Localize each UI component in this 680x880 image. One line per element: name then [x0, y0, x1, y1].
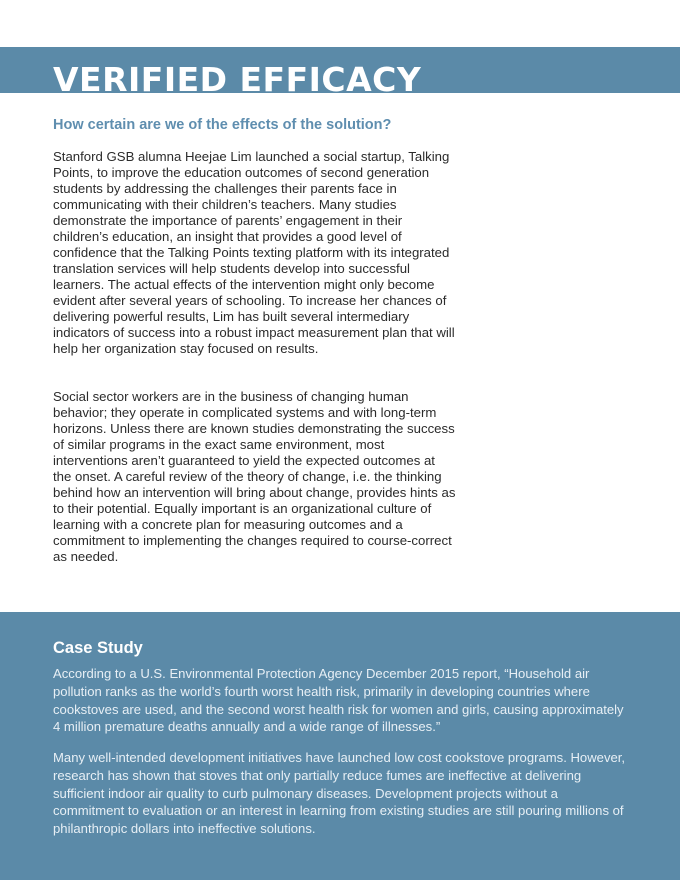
case-study-paragraph-1: According to a U.S. Environmental Protection Agency December 2015 report, “Household air pollution ranks as the world’s fourth worst health risk, primarily in developing countries where cookstoves are used, and the second worst health risk for women and girls, causing approximately 4 million premature deaths annually and a wide range of illnesses.” — [53, 666, 624, 735]
header-band — [0, 47, 680, 93]
page-title: VERIFIED EFFICACY — [53, 60, 422, 93]
case-study-panel — [0, 612, 680, 880]
body-paragraph-2: Social sector workers are in the business of changing human behavior; they operate in complicated systems and with long-term horizons. Unless there are known studies demonstrating the success of similar programs in the exact same environment, most interventions aren’t guaranteed to yield the expected outcomes at the onset. A careful review of the theory of change, i.e. the thinking behind how an intervention will bring about change, provides hints as to their potential. Equally important is an organizational culture of learning with a concrete plan for measuring outcomes and a commitment to implementing the changes required to course-correct as needed. — [53, 389, 456, 564]
case-study-paragraph-2: Many well-intended development initiatives have launched low cost cookstove programs. However, research has shown that stoves that only partially reduce fumes are ineffective at delivering sufficient indoor air quality to curb pulmonary diseases. Development projects without a commitment to evaluation or an interest in learning from existing studies are still pouring millions of philanthropic dollars into ineffective solutions. — [53, 750, 626, 837]
section-question: How certain are we of the effects of the solution? — [53, 117, 392, 133]
case-study-title: Case Study — [53, 639, 143, 657]
body-paragraph-1: Stanford GSB alumna Heejae Lim launched a social startup, Talking Points, to improve the education outcomes of second generation students by addressing the challenges their parents face in communicating with their children’s teachers. Many studies demonstrate the importance of parents’ engagement in their children’s education, an insight that provides a good level of confidence that the Talking Points texting platform with its integrated translation services will help students develop into successful learners. The actual effects of the intervention might only become evident after several years of schooling. To increase her chances of delivering powerful results, Lim has built several intermediary indicators of success into a robust impact measurement plan that will help her organization stay focused on results. — [53, 149, 455, 356]
